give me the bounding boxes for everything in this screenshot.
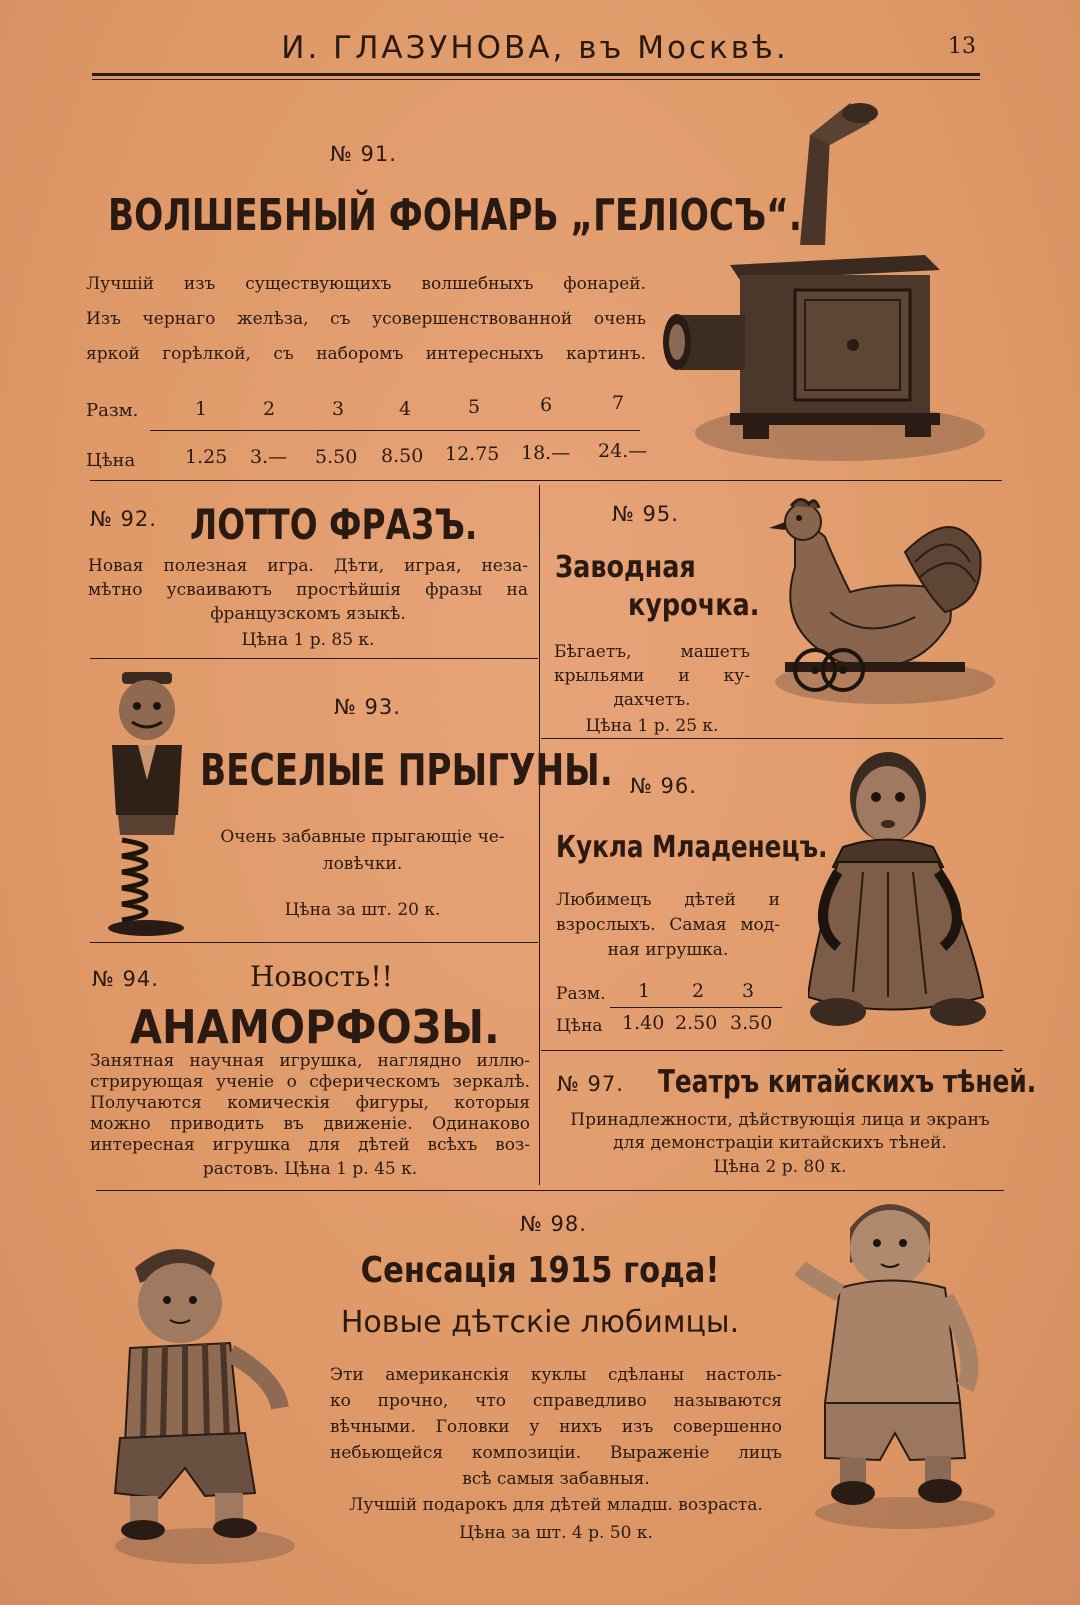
item-98-line-4: небьющейся композиціи. Выраженіе лицъ [330, 1443, 782, 1463]
page-number: 13 [948, 34, 976, 59]
item-93-number: № 93. [334, 695, 401, 719]
item-94-line-5: интересная игрушка для дѣтей всѣхъ воз- [90, 1135, 530, 1155]
item-94-line-4: можно приводить въ движеніе. Одинаково [90, 1114, 530, 1134]
item-98-title: Сенсація 1915 года! [360, 1250, 720, 1291]
item-96-table-rule [610, 1007, 782, 1008]
item-96-number: № 96. [630, 774, 697, 798]
item-96-price-2: 2.50 [675, 1012, 718, 1034]
item-92-price: Цѣна 1 р. 85 к. [241, 630, 375, 650]
item-96-line-1: Любимецъ дѣтей и [556, 890, 780, 910]
item-92-line-2: мѣтно усваиваютъ простѣйшія фразы на [88, 580, 528, 600]
item-96-price-1: 1.40 [622, 1012, 665, 1034]
item-91-title: ВОЛШЕБНЫЙ ФОНАРЬ „ГЕЛІОСЪ“. [108, 190, 802, 241]
divider-96 [541, 1050, 1003, 1051]
item-92-title: ЛОТТО ФРАЗЪ. [190, 500, 478, 549]
item-91-size-1: 1 [195, 398, 208, 420]
item-98-line-2: ко прочно, что справедливо называются [330, 1391, 782, 1411]
item-94-line-1: Занятная научная игрушка, наглядно иллю- [90, 1051, 530, 1071]
item-97-title: Театръ китайскихъ тѣней. [658, 1064, 1037, 1100]
item-97-line-2: для демонстраціи китайскихъ тѣней. [613, 1133, 947, 1153]
item-93-line-2: ловѣчки. [322, 854, 403, 874]
item-96-title: Кукла Младенецъ. [556, 830, 828, 865]
item-91-line-3: яркой горѣлкой, съ наборомъ интересныхъ картинъ. [86, 344, 646, 364]
item-94-last-line: растовъ. Цѣна 1 р. 45 к. [202, 1159, 418, 1179]
girl-doll-illustration [795, 1188, 1010, 1533]
item-98-number: № 98. [520, 1212, 587, 1236]
item-97-price: Цѣна 2 р. 80 к. [713, 1157, 847, 1177]
item-94-title: АНАМОРФОЗЫ. [130, 1000, 500, 1054]
item-91-size-7: 7 [612, 392, 625, 414]
item-92-number: № 92. [90, 507, 157, 531]
item-98-line-3: вѣчными. Головки у нихъ изъ совершенно [330, 1417, 782, 1437]
item-96-line-3: ная игрушка. [607, 940, 729, 960]
item-93-price: Цѣна за шт. 20 к. [284, 900, 441, 920]
item-96-price-label: Цѣна [556, 1016, 603, 1036]
item-98-line-6: Лучшій подарокъ для дѣтей младш. возраста. [349, 1495, 763, 1515]
item-98-line-1: Эти американскія куклы сдѣланы настоль- [330, 1365, 782, 1385]
item-93-line-1: Очень забавные прыгающіе че- [220, 827, 505, 847]
item-94-number: № 94. [92, 967, 159, 991]
item-91-size-2: 2 [263, 398, 276, 420]
item-91-size-3: 3 [332, 398, 345, 420]
item-91-price-4: 8.50 [381, 445, 424, 467]
item-98-price: Цѣна за шт. 4 р. 50 к. [459, 1523, 653, 1543]
item-96-size-3: 3 [742, 980, 755, 1002]
item-91-price-label: Цѣна [86, 450, 136, 471]
item-96-line-2: взрослыхъ. Самая мод- [556, 915, 780, 935]
item-96-size-label: Разм. [556, 984, 606, 1004]
item-94-novelty: Новость!! [250, 960, 393, 993]
item-91-price-3: 5.50 [315, 446, 358, 468]
item-97-number: № 97. [557, 1072, 624, 1096]
item-96-size-2: 2 [692, 980, 705, 1002]
item-98-line-5: всѣ самыя забавныя. [462, 1469, 650, 1489]
item-91-price-5: 12.75 [445, 443, 500, 465]
item-91-price-1: 1.25 [185, 446, 228, 468]
item-94-line-2: стрирующая ученіе о сферическомъ зеркалѣ. [90, 1072, 530, 1092]
item-91-price-7: 24.— [598, 440, 648, 462]
item-91-line-1: Лучшій изъ существующихъ волшебныхъ фонарей. [86, 274, 646, 294]
item-95-number: № 95. [612, 502, 679, 526]
baby-doll-illustration [808, 742, 1008, 1047]
boy-doll-illustration [105, 1238, 315, 1568]
item-91-line-2: Изъ чернаго желѣза, съ усовершенствованной очень [86, 309, 646, 329]
item-91-size-4: 4 [399, 398, 412, 420]
item-95-line-3: дахчетъ. [613, 690, 691, 710]
item-98-subtitle: Новые дѣтскіе любимцы. [340, 1305, 740, 1340]
item-95-line-1: Бѣгаетъ, машетъ [554, 642, 750, 662]
item-91-price-6: 18.— [521, 442, 571, 464]
item-92-line-1: Новая полезная игра. Дѣти, играя, неза- [88, 556, 528, 576]
item-92-line-3: французскомъ языкѣ. [210, 604, 406, 624]
page-header: И. ГЛАЗУНОВА, въ Москвѣ. [281, 30, 789, 66]
item-96-price-3: 3.50 [730, 1012, 773, 1034]
item-93-title: ВЕСЕЛЫЕ ПРЫГУНЫ. [200, 745, 613, 796]
item-96-size-1: 1 [638, 980, 651, 1002]
item-95-line-2: крыльями и ку- [554, 666, 750, 686]
item-97-line-1: Принадлежности, дѣйствующія лица и экранъ [570, 1110, 990, 1130]
item-91-number: № 91. [330, 142, 397, 166]
item-95-title-2: курочка. [628, 588, 760, 623]
item-95-price: Цѣна 1 р. 25 к. [585, 716, 719, 736]
item-91-size-6: 6 [540, 394, 553, 416]
item-91-price-2: 3.— [250, 446, 288, 468]
item-91-size-5: 5 [468, 396, 481, 418]
item-95-title-1: Заводная [555, 550, 696, 585]
item-94-line-3: Получаются комическія фигуры, которыя [90, 1093, 530, 1113]
item-91-size-label: Разм. [86, 400, 139, 421]
